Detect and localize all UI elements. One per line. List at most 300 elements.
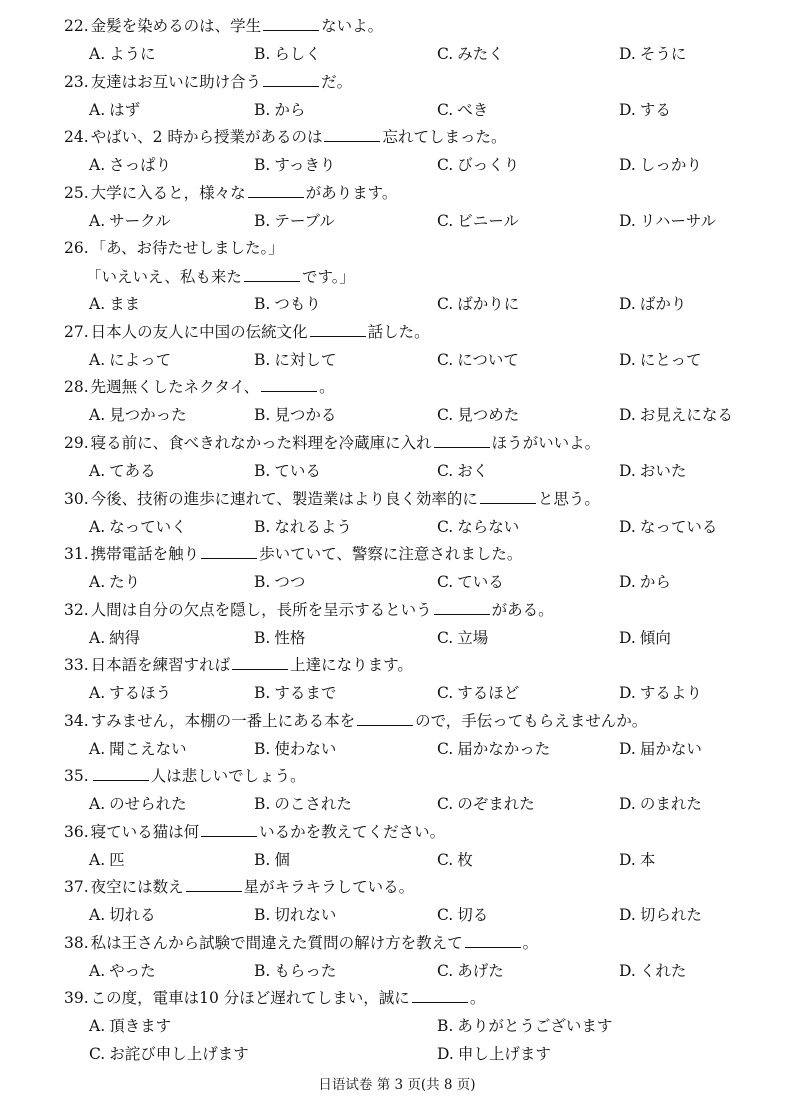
option-letter: B. [254, 406, 271, 424]
stem-text-before-blank: この度，電車は10 分ほど遅れてしまい，誠に [90, 989, 410, 1007]
question-number: 37. [64, 878, 89, 896]
question-number: 22. [64, 17, 89, 35]
stem-text-after-blank: だ。 [321, 73, 353, 91]
option-text: 聞こえない [109, 740, 187, 758]
option-text: 傾向 [639, 629, 671, 647]
option-letter: C. [437, 212, 454, 230]
stem-text-after-blank: 歩いていて、警察に注意されました。 [259, 545, 523, 563]
option-letter: B. [254, 462, 271, 480]
option-letter: B. [254, 101, 271, 119]
answer-option-c[interactable] [437, 211, 519, 231]
option-text: に対して [274, 351, 337, 369]
option-text: らしく [274, 45, 321, 63]
answer-blank [201, 822, 257, 837]
answer-blank [261, 377, 317, 392]
answer-option-a[interactable] [89, 405, 187, 425]
option-text: ている [274, 462, 321, 480]
answer-option-c[interactable] [437, 850, 473, 870]
option-letter: A. [89, 740, 106, 758]
dialog-text-before-blank: 「いえいえ、私も来た [86, 268, 242, 286]
option-text: 匹 [109, 851, 125, 869]
question-number: 30. [64, 490, 89, 508]
option-text: 見つめた [457, 406, 520, 424]
option-letter: C. [437, 740, 454, 758]
option-text: 立場 [457, 629, 489, 647]
option-text: あげた [457, 962, 504, 980]
answer-blank [244, 267, 300, 282]
option-text: サークル [109, 212, 171, 230]
answer-option-a[interactable] [89, 905, 156, 925]
option-letter: B. [254, 851, 271, 869]
dialog-text-after-blank: です。」 [301, 268, 355, 286]
answer-option-d[interactable] [619, 294, 686, 314]
answer-option-d[interactable] [437, 1044, 551, 1064]
question-stem [64, 988, 485, 1008]
question-stem [64, 766, 306, 786]
option-letter: A. [89, 45, 106, 63]
answer-option-d[interactable] [619, 517, 717, 537]
stem-text-before-blank: 大学に入ると，様々な [90, 184, 246, 202]
answer-option-a[interactable] [89, 294, 140, 314]
option-letter: C. [437, 156, 454, 174]
answer-option-c[interactable] [437, 461, 488, 481]
option-text: つもり [274, 295, 321, 313]
option-text: するほど [457, 684, 520, 702]
question-stem [64, 433, 600, 453]
answer-option-b[interactable] [254, 294, 321, 314]
option-text: ビニール [457, 212, 519, 230]
option-letter: A. [89, 629, 106, 647]
option-text: 個 [274, 851, 290, 869]
question-stem [64, 711, 647, 731]
stem-text-before-blank: 人間は自分の欠点を隠し，長所を呈示するという [90, 601, 432, 619]
option-letter: B. [254, 518, 271, 536]
option-letter: C. [437, 406, 454, 424]
question-number: 24. [64, 128, 89, 146]
question-stem [64, 933, 538, 953]
option-text: まま [109, 295, 141, 313]
option-text: くれた [639, 962, 687, 980]
option-letter: D. [437, 1045, 454, 1063]
answer-option-d[interactable] [619, 100, 671, 120]
option-text: のこされた [274, 795, 352, 813]
option-text: 枚 [457, 851, 473, 869]
question-number: 26. [64, 239, 89, 257]
option-letter: C. [437, 684, 454, 702]
option-text: さっぱり [109, 156, 172, 174]
answer-option-b[interactable] [254, 739, 336, 759]
option-text: から [274, 101, 306, 119]
option-text: について [457, 351, 519, 369]
option-letter: C. [437, 851, 454, 869]
option-text: びっくり [457, 156, 520, 174]
option-letter: B. [254, 156, 271, 174]
answer-option-c[interactable] [89, 1044, 249, 1064]
option-text: ありがとうございます [457, 1017, 613, 1035]
answer-option-d[interactable] [619, 739, 702, 759]
answer-option-c[interactable] [437, 905, 488, 925]
option-text: なっていく [109, 518, 187, 536]
stem-text-after-blank: ので，手伝ってもらえませんか。 [415, 712, 648, 730]
option-text: から [639, 573, 671, 591]
option-letter: B. [254, 212, 271, 230]
option-letter: A. [89, 962, 106, 980]
option-letter: A. [89, 101, 106, 119]
stem-text-before-blank: すみません，本棚の一番上にある本を [90, 712, 356, 730]
option-text: しっかり [639, 156, 702, 174]
question-number: 39. [64, 989, 89, 1007]
option-letter: C. [437, 573, 454, 591]
answer-option-b[interactable] [437, 1016, 612, 1036]
answer-option-a[interactable] [89, 517, 187, 537]
stem-text-before-blank: 日本人の友人に中国の伝統文化 [90, 323, 308, 341]
option-text: にとって [639, 351, 702, 369]
stem-text-before-blank: 金髪を染めるのは、学生 [90, 17, 262, 35]
option-text: するより [639, 684, 702, 702]
answer-option-c[interactable] [437, 961, 504, 981]
answer-option-b[interactable] [254, 850, 290, 870]
answer-option-c[interactable] [437, 155, 519, 175]
option-text: 頂きます [109, 1017, 172, 1035]
option-letter: B. [254, 962, 271, 980]
question-stem [64, 655, 413, 675]
answer-option-b[interactable] [254, 155, 335, 175]
stem-text-after-blank: ほうがいいよ。 [491, 434, 601, 452]
answer-option-c[interactable] [437, 517, 519, 537]
answer-option-b[interactable] [254, 44, 321, 64]
option-letter: B. [437, 1017, 454, 1035]
stem-text-after-blank: いるかを教えてください。 [259, 823, 446, 841]
question-stem [64, 127, 506, 147]
option-letter: D. [619, 406, 636, 424]
option-text: お見えになる [639, 406, 733, 424]
option-letter: C. [89, 1045, 106, 1063]
stem-text-after-blank: 星がキラキラしている。 [243, 878, 415, 896]
answer-option-d[interactable] [619, 572, 671, 592]
answer-option-c[interactable] [437, 683, 519, 703]
answer-option-d[interactable] [619, 461, 686, 481]
answer-option-a[interactable] [89, 739, 187, 759]
option-text: テーブル [274, 212, 335, 230]
question-stem [64, 489, 600, 509]
stem-text-after-blank: 上達になります。 [290, 656, 413, 674]
option-letter: B. [254, 295, 271, 313]
answer-blank [412, 988, 468, 1003]
option-text: ばかり [639, 295, 687, 313]
option-text: なれるよう [274, 518, 352, 536]
option-letter: A. [89, 906, 106, 924]
answer-option-b[interactable] [254, 405, 336, 425]
question-number: 38. [64, 934, 89, 952]
option-text: べき [457, 101, 489, 119]
answer-option-b[interactable] [254, 100, 305, 120]
answer-option-d[interactable] [619, 405, 733, 425]
option-letter: C. [437, 462, 454, 480]
answer-option-b[interactable] [254, 905, 336, 925]
option-letter: D. [619, 629, 636, 647]
option-text: はず [109, 101, 141, 119]
question-number: 27. [64, 323, 89, 341]
option-text: によって [109, 351, 172, 369]
option-letter: A. [89, 462, 106, 480]
answer-option-d[interactable] [619, 683, 702, 703]
question-stem [64, 544, 522, 564]
stem-text-before-blank: 「あ、お待たせしました。」 [90, 239, 284, 257]
option-letter: D. [619, 906, 636, 924]
answer-option-a[interactable] [89, 100, 140, 120]
option-letter: A. [89, 851, 106, 869]
option-text: そうに [639, 45, 687, 63]
option-letter: C. [437, 629, 454, 647]
question-number: 28. [64, 378, 89, 396]
question-stem [64, 72, 352, 92]
answer-option-d[interactable] [619, 44, 686, 64]
stem-text-before-blank: 携帯電話を触り [90, 545, 200, 563]
answer-option-d[interactable] [619, 794, 702, 814]
answer-option-c[interactable] [437, 44, 504, 64]
answer-option-b[interactable] [254, 211, 335, 231]
option-text: する [639, 101, 671, 119]
stem-text-after-blank: がある。 [491, 601, 554, 619]
answer-option-a[interactable] [89, 350, 171, 370]
option-letter: D. [619, 851, 636, 869]
option-text: 切れない [274, 906, 337, 924]
answer-option-c[interactable] [437, 628, 488, 648]
stem-text-after-blank: 。 [469, 989, 486, 1007]
option-letter: D. [619, 212, 636, 230]
answer-option-b[interactable] [254, 572, 305, 592]
answer-option-c[interactable] [437, 294, 519, 314]
option-letter: D. [619, 295, 636, 313]
answer-option-b[interactable] [254, 517, 352, 537]
answer-option-a[interactable] [89, 155, 171, 175]
stem-text-after-blank: 人は悲しいでしょう。 [150, 767, 306, 785]
option-letter: B. [254, 906, 271, 924]
option-letter: A. [89, 295, 106, 313]
option-text: のぞまれた [457, 795, 535, 813]
option-text: 納得 [109, 629, 141, 647]
answer-option-b[interactable] [254, 683, 336, 703]
stem-text-after-blank: 話した。 [367, 323, 430, 341]
answer-option-a[interactable] [89, 211, 171, 231]
option-text: するまで [274, 684, 337, 702]
answer-option-b[interactable] [254, 794, 352, 814]
answer-option-c[interactable] [437, 350, 519, 370]
stem-text-before-blank: やばい、2 時から授業があるのは [90, 128, 323, 146]
stem-text-before-blank: 夜空には数え [90, 878, 184, 896]
answer-option-d[interactable] [619, 350, 702, 370]
question-stem [64, 183, 397, 203]
answer-blank [310, 322, 366, 337]
option-letter: D. [619, 45, 636, 63]
option-letter: C. [437, 795, 454, 813]
answer-blank [434, 600, 490, 615]
answer-option-a[interactable] [89, 794, 187, 814]
question-number: 34. [64, 712, 89, 730]
answer-blank [186, 877, 242, 892]
stem-text-before-blank: 寝る前に、食べきれなかった料理を冷蔵庫に入れ [90, 434, 432, 452]
answer-option-a[interactable] [89, 572, 140, 592]
option-text: もらった [274, 962, 337, 980]
option-letter: A. [89, 406, 106, 424]
option-letter: D. [619, 573, 636, 591]
answer-option-b[interactable] [254, 350, 336, 370]
option-text: お詫び申し上げます [109, 1045, 249, 1063]
stem-text-after-blank: があります。 [305, 184, 398, 202]
option-text: 切られた [639, 906, 702, 924]
answer-option-c[interactable] [437, 405, 519, 425]
dialog-line [86, 267, 355, 287]
option-text: 申し上げます [457, 1045, 551, 1063]
option-text: てある [109, 462, 156, 480]
option-letter: B. [254, 45, 271, 63]
option-letter: B. [254, 573, 271, 591]
option-text: 切る [457, 906, 489, 924]
stem-text-after-blank: 忘れてしまった。 [382, 128, 507, 146]
option-letter: B. [254, 684, 271, 702]
answer-option-c[interactable] [437, 572, 504, 592]
option-text: 見つかった [109, 406, 187, 424]
option-letter: D. [619, 351, 636, 369]
question-number: 35. [64, 767, 89, 785]
option-text: たり [109, 573, 141, 591]
stem-text-after-blank: 。 [522, 934, 539, 952]
option-text: 本 [639, 851, 656, 869]
answer-blank [263, 16, 319, 31]
answer-blank [93, 766, 149, 781]
stem-text-before-blank: 今後、技術の進歩に連れて、製造業はより良く効率的に [90, 490, 478, 508]
stem-text-before-blank: 友達はお互いに助け合う [90, 73, 262, 91]
option-text: のまれた [639, 795, 702, 813]
answer-option-d[interactable] [619, 211, 716, 231]
option-letter: A. [89, 1017, 106, 1035]
stem-text-after-blank: ないよ。 [321, 17, 384, 35]
option-letter: D. [619, 740, 636, 758]
option-text: のせられた [109, 795, 187, 813]
option-letter: C. [437, 101, 454, 119]
option-text: 見つかる [274, 406, 337, 424]
answer-option-d[interactable] [619, 905, 702, 925]
answer-option-a[interactable] [89, 44, 156, 64]
option-letter: D. [619, 518, 636, 536]
option-text: みたく [457, 45, 504, 63]
page-footer: 日语试卷 第 3 页(共 8 页) [318, 1077, 476, 1093]
stem-text-after-blank: と思う。 [537, 490, 600, 508]
question-stem [64, 600, 554, 620]
option-letter: A. [89, 573, 106, 591]
option-letter: A. [89, 684, 106, 702]
option-letter: B. [254, 629, 271, 647]
option-text: なっている [639, 518, 718, 536]
question-number: 25. [64, 184, 89, 202]
answer-option-a[interactable] [89, 961, 156, 981]
answer-blank [465, 933, 521, 948]
stem-text-before-blank: 寝ている猫は何 [90, 823, 200, 841]
question-number: 23. [64, 73, 89, 91]
option-letter: C. [437, 518, 454, 536]
option-text: おいた [639, 462, 687, 480]
option-text: ように [109, 45, 156, 63]
option-text: 性格 [274, 629, 306, 647]
answer-option-a[interactable] [89, 1016, 171, 1036]
option-letter: C. [437, 962, 454, 980]
answer-blank [480, 489, 536, 504]
answer-option-a[interactable] [89, 850, 125, 870]
option-text: 届かない [639, 740, 702, 758]
answer-option-c[interactable] [437, 794, 535, 814]
option-text: 切れる [109, 906, 156, 924]
answer-blank [357, 711, 413, 726]
stem-text-before-blank: 先週無くしたネクタイ、 [90, 378, 260, 396]
option-letter: A. [89, 351, 106, 369]
option-text: ならない [457, 518, 520, 536]
option-letter: B. [254, 351, 271, 369]
question-number: 32. [64, 601, 89, 619]
question-stem [64, 238, 284, 258]
option-text: リハーサル [639, 212, 717, 230]
answer-option-b[interactable] [254, 461, 321, 481]
answer-option-b[interactable] [254, 961, 336, 981]
answer-option-a[interactable] [89, 461, 156, 481]
option-text: すっきり [274, 156, 336, 174]
option-letter: A. [89, 212, 106, 230]
option-letter: D. [619, 156, 636, 174]
answer-option-d[interactable] [619, 961, 686, 981]
answer-option-c[interactable] [437, 739, 550, 759]
option-letter: B. [254, 795, 271, 813]
option-text: ばかりに [457, 295, 520, 313]
answer-option-b[interactable] [254, 628, 305, 648]
question-stem [64, 822, 445, 842]
option-letter: D. [619, 684, 636, 702]
stem-text-before-blank: 私は王さんから試験で間違えた質問の解け方を教えて [90, 934, 463, 952]
stem-text-after-blank: 。 [319, 378, 335, 396]
option-letter: A. [89, 795, 106, 813]
option-letter: A. [89, 156, 106, 174]
question-number: 36. [64, 823, 89, 841]
option-letter: D. [619, 962, 636, 980]
option-text: 使わない [274, 740, 337, 758]
question-stem [64, 322, 430, 342]
option-letter: D. [619, 795, 636, 813]
option-text: やった [109, 962, 156, 980]
question-number: 33. [64, 656, 89, 674]
option-letter: B. [254, 740, 271, 758]
answer-option-d[interactable] [619, 628, 671, 648]
answer-blank [324, 127, 380, 142]
option-letter: D. [619, 462, 636, 480]
answer-option-c[interactable] [437, 100, 488, 120]
answer-blank [434, 433, 490, 448]
option-text: つつ [274, 573, 306, 591]
answer-blank [232, 655, 288, 670]
question-number: 31. [64, 545, 89, 563]
question-stem [64, 16, 383, 36]
question-stem [64, 377, 335, 397]
option-letter: C. [437, 351, 454, 369]
answer-option-a[interactable] [89, 683, 171, 703]
option-letter: C. [437, 906, 454, 924]
option-text: するほう [109, 684, 172, 702]
question-number: 29. [64, 434, 89, 452]
answer-blank [248, 183, 304, 198]
answer-option-a[interactable] [89, 628, 140, 648]
answer-option-d[interactable] [619, 850, 655, 870]
option-text: おく [457, 462, 489, 480]
option-letter: D. [619, 101, 636, 119]
answer-option-d[interactable] [619, 155, 702, 175]
stem-text-before-blank: 日本語を練習すれば [90, 656, 231, 674]
